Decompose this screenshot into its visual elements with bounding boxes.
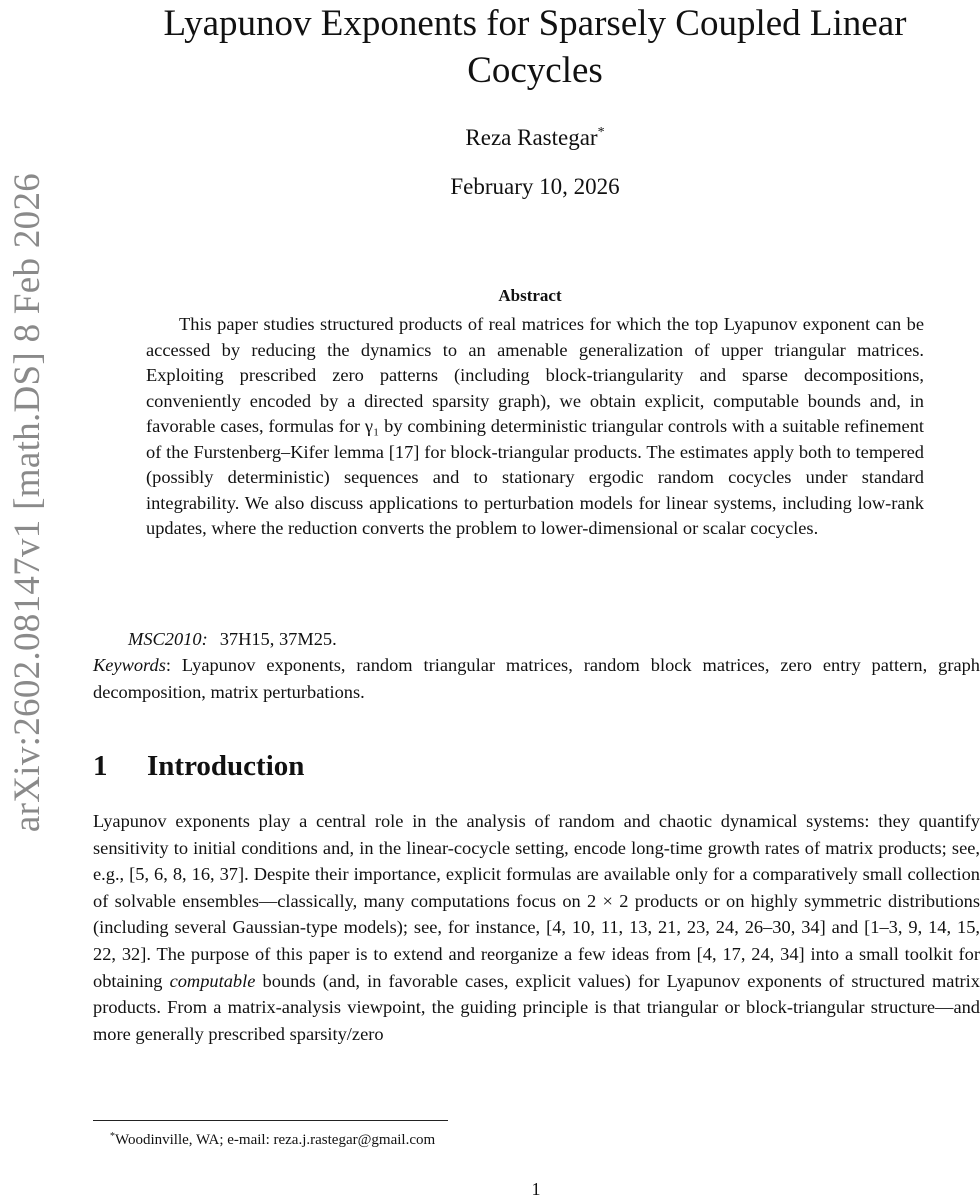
footnote-mark: *: [110, 1131, 115, 1142]
arxiv-identifier-text: arXiv:2602.08147v1 [math.DS] 8 Feb 2026: [7, 172, 49, 832]
msc-classification: [128, 626, 337, 652]
paper-date: February 10, 2026: [450, 174, 620, 199]
intro-text-emphasis: computable: [169, 970, 256, 991]
author-footnote-mark: *: [597, 125, 605, 140]
msc-label: MSC2010:: [128, 629, 208, 649]
keywords-label: Keywords: [93, 655, 166, 675]
author-name: Reza Rastegar: [465, 125, 598, 150]
introduction-paragraph: [93, 808, 980, 1047]
section-number: 1: [93, 750, 108, 782]
arxiv-identifier-stamp: [6, 162, 50, 842]
footnote-text: Woodinville, WA; e-mail: reza.j.rastegar@gmail.com: [115, 1132, 436, 1148]
author-footnote: [110, 1127, 435, 1150]
keywords-value: : Lyapunov exponents, random triangular matrices, random block matrices, zero entry pattern, graph decomposition, matrix perturbations.: [93, 655, 980, 702]
msc-value: 37H15, 37M25.: [219, 629, 337, 649]
author-line: [120, 118, 950, 153]
footnote-divider: [93, 1120, 448, 1121]
abstract-text: This paper studies structured products of real matrices for which the top Lyapunov exponent can be accessed by reducing the dynamics to an amenable generalization of upper triangular matrices. Exploiting prescribed zero patterns (including block-triangularity and sparse decompositions, conveniently encoded by a directed sparsity graph), we obtain explicit, computable bounds and, in favorable cases, formulas for γ₁ by combining deterministic triangular controls with a suitable refinement of the Furstenberg–Kifer lemma [17] for block-triangular products. The estimates apply both to tempered (possibly deterministic) sequences and to stationary ergodic random cocycles under standard integrability. We also discuss applications to perturbation models for linear systems, including low-rank updates, where the reduction converts the problem to lower-dimensional or scalar cocycles.: [146, 314, 924, 538]
paper-title: Lyapunov Exponents for Sparsely Coupled Linear Cocycles: [163, 3, 907, 91]
section-heading-introduction: [93, 746, 304, 786]
intro-text-part2: bounds (and, in favorable cases, explicit values) for Lyapunov exponents of structured matrix products. From a matrix-analysis viewpoint, the guiding principle is that triangular or block-triangular structure—and more generally prescribed sparsity/zero: [93, 970, 980, 1044]
intro-text-part1: Lyapunov exponents play a central role in the analysis of random and chaotic dynamical systems: they quantify sensitivity to initial conditions and, in the linear-cocycle setting, encode long-time growth rates of matrix products; see, e.g., [5, 6, 8, 16, 37]. Despite their importance, explicit formulas are available only for a comparatively small collection of solvable ensembles—classically, many computations focus on 2 × 2 products or on highly symmetric distributions (including several Gaussian-type models); see, for instance, [4, 10, 11, 13, 21, 23, 24, 26–30, 34] and [1–3, 9, 14, 15, 22, 32]. The purpose of this paper is to extend and reorganize a few ideas from [4, 17, 24, 34] into a small toolkit for obtaining: [93, 811, 980, 991]
keywords: [93, 652, 980, 706]
abstract-heading: Abstract: [498, 286, 562, 305]
section-title: Introduction: [147, 750, 305, 782]
page-number: 1: [531, 1179, 541, 1199]
